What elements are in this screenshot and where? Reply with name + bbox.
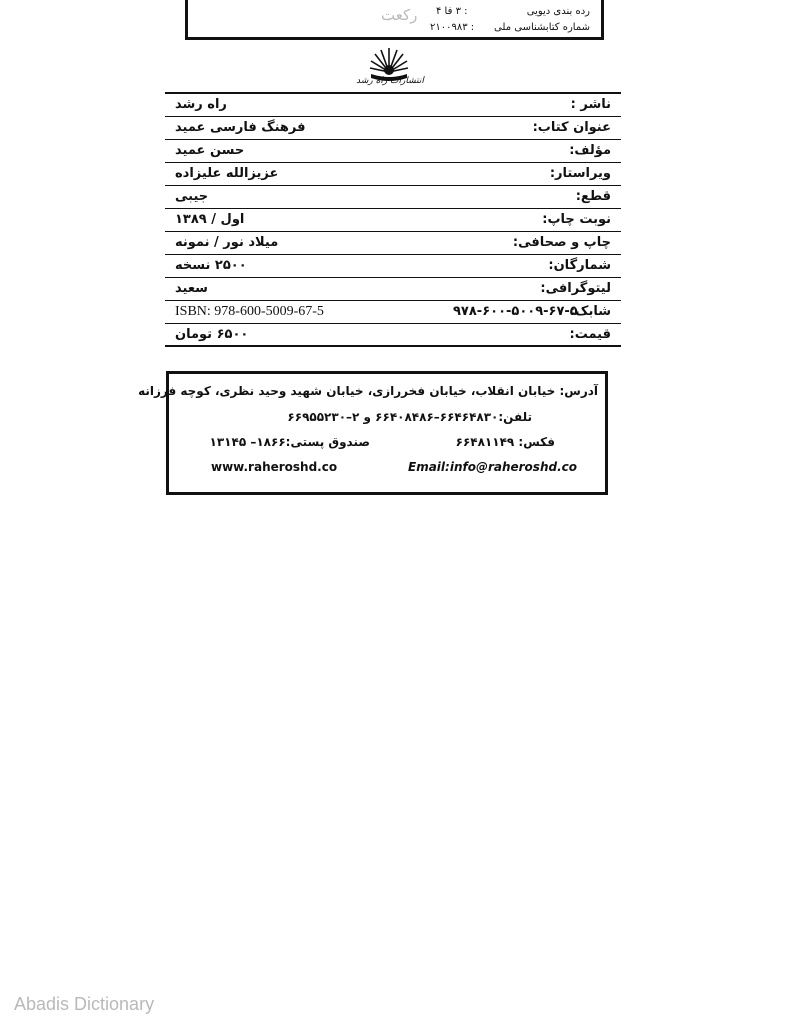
- dewey-label: رده بندی دیویی: [526, 6, 590, 17]
- website-link[interactable]: www.raheroshd.co: [211, 460, 338, 474]
- isbn-latin-value: ISBN: 978-600-5009-67-5: [175, 304, 324, 319]
- pobox-line: صندوق پستی:۱۸۶۶– ۱۳۱۴۵: [209, 435, 370, 449]
- bibliography-label: شماره کتابشناسی ملی: [494, 22, 590, 33]
- editor-value: عزیزالله علیزاده: [175, 166, 279, 181]
- site-watermark: Abadis Dictionary: [14, 994, 155, 1014]
- info-row-author: [165, 140, 621, 163]
- publisher-value: راه رشد: [175, 97, 227, 112]
- author-label: مؤلف:: [569, 143, 611, 158]
- info-row-printing: [165, 232, 621, 255]
- info-row-publisher: [165, 94, 621, 117]
- fax-line: فکس: ۶۶۴۸۱۱۴۹: [455, 435, 555, 449]
- editor-label: ویراستار:: [549, 166, 611, 181]
- book-info-table: [165, 92, 621, 347]
- edition-label: نوبت چاپ:: [542, 212, 611, 227]
- title-label: عنوان کتاب:: [532, 120, 611, 135]
- bibliography-value: : ۲۱۰۰۹۸۳: [430, 22, 475, 33]
- format-label: قطع:: [575, 189, 611, 204]
- info-row-isbn: [165, 301, 621, 324]
- price-label: قیمت:: [569, 327, 611, 342]
- info-row-title: [165, 117, 621, 140]
- format-value: جیبی: [175, 189, 209, 204]
- lithography-label: لیتوگرافی:: [540, 281, 611, 296]
- dewey-value: : ۳ فا ۴: [436, 6, 468, 17]
- publisher-label: ناشر :: [570, 97, 611, 112]
- printing-value: میلاد نور / نمونه: [175, 235, 279, 250]
- info-row-format: [165, 186, 621, 209]
- lithography-value: سعید: [175, 281, 208, 296]
- phone-line: تلفن:۶۶۴۶۴۸۳۰–۶۶۴۰۸۴۸۶ و ۲–۶۶۹۵۵۲۳۰: [287, 410, 532, 424]
- isbn-persian-value: ۹۷۸-۶۰۰-۵۰۰۹-۶۷-۵: [453, 304, 578, 319]
- info-row-price: [165, 324, 621, 347]
- edition-value: اول / ۱۳۸۹: [175, 212, 245, 227]
- author-value: حسن عمید: [175, 143, 245, 158]
- isbn-label: شابک:: [569, 304, 611, 319]
- email-link[interactable]: Email:info@raheroshd.co: [408, 460, 577, 474]
- info-row-editor: [165, 163, 621, 186]
- address-line: آدرس: خیابان انقلاب، خیابان فخررازی، خیابان شهید وحید نظری، کوچه فرزانه: [138, 384, 598, 398]
- printing-label: چاپ و صحافی:: [512, 235, 611, 250]
- faded-text: رکعت: [381, 6, 418, 24]
- circulation-label: شمارگان:: [548, 258, 611, 273]
- circulation-value: ۲۵۰۰ نسخه: [175, 258, 247, 273]
- info-row-circulation: [165, 255, 621, 278]
- title-value: فرهنگ فارسی عمید: [175, 120, 306, 135]
- info-row-edition: [165, 209, 621, 232]
- info-row-lithography: [165, 278, 621, 301]
- price-value: ۶۵۰۰ تومان: [175, 327, 249, 342]
- logo-caption: انتشارات راه رشد: [356, 76, 424, 86]
